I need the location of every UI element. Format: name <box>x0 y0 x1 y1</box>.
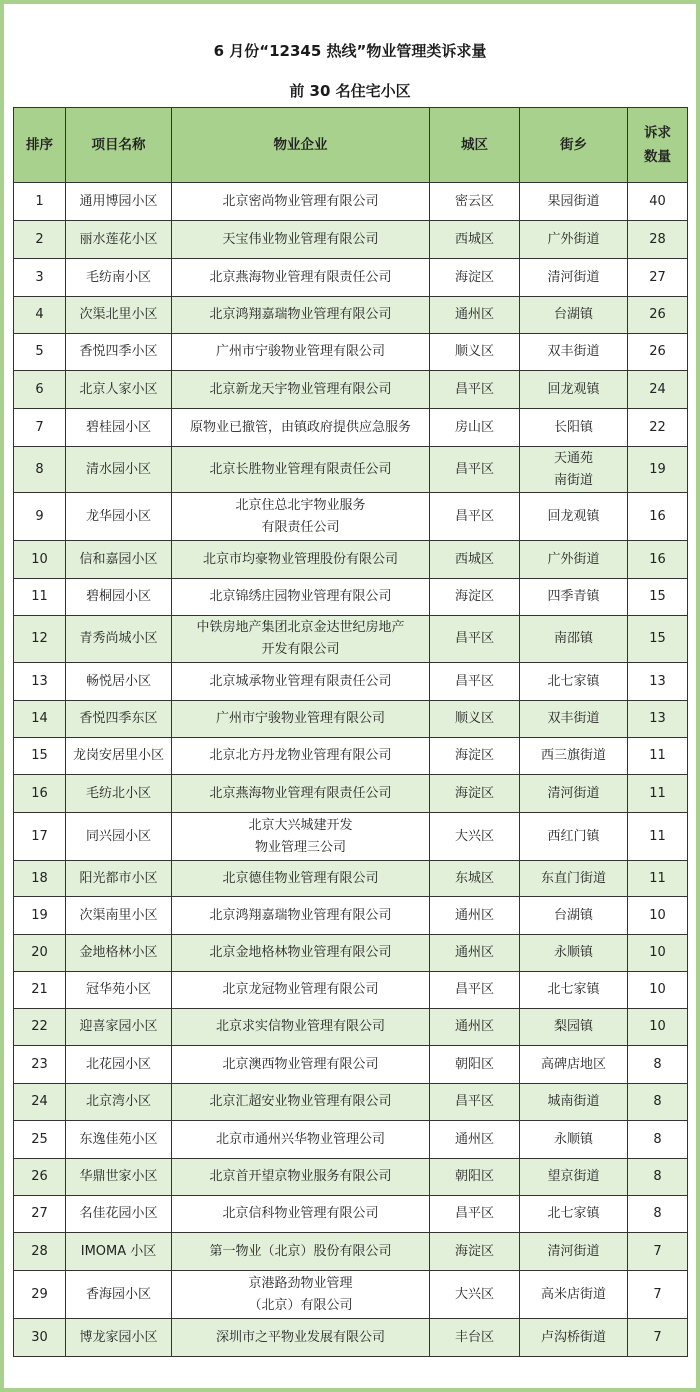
cell-project-name: 香悦四季东区 <box>66 701 172 738</box>
cell-street: 梨园镇 <box>520 1009 628 1046</box>
cell-street: 东直门街道 <box>520 861 628 897</box>
cell-complaint-count: 8 <box>628 1196 688 1233</box>
table-row <box>14 371 688 409</box>
table-row <box>14 813 688 861</box>
cell-property-company: 北京龙冠物业管理有限公司 <box>172 972 430 1009</box>
cell-district: 顺义区 <box>430 701 520 738</box>
cell-rank: 3 <box>14 259 66 297</box>
cell-rank: 15 <box>14 738 66 775</box>
cell-rank: 1 <box>14 183 66 221</box>
header-street: 街乡 <box>520 108 628 183</box>
table-row <box>14 1319 688 1357</box>
cell-district: 大兴区 <box>430 813 520 861</box>
cell-property-company: 北京密尚物业管理有限公司 <box>172 183 430 221</box>
cell-street: 清河街道 <box>520 1233 628 1271</box>
cell-project-name: 阳光都市小区 <box>66 861 172 897</box>
cell-district: 海淀区 <box>430 259 520 297</box>
cell-project-name: 通用博园小区 <box>66 183 172 221</box>
table-row <box>14 221 688 259</box>
table-row <box>14 259 688 297</box>
cell-rank: 24 <box>14 1084 66 1121</box>
cell-street: 西红门镇 <box>520 813 628 861</box>
cell-rank: 5 <box>14 334 66 371</box>
cell-street: 双丰街道 <box>520 701 628 738</box>
cell-rank: 29 <box>14 1271 66 1319</box>
table-row <box>14 1159 688 1196</box>
cell-street: 天通苑 南街道 <box>520 447 628 493</box>
cell-street: 台湖镇 <box>520 297 628 334</box>
cell-complaint-count: 16 <box>628 541 688 579</box>
cell-property-company: 北京求实信物业管理有限公司 <box>172 1009 430 1046</box>
header-project-name: 项目名称 <box>66 108 172 183</box>
cell-project-name: 碧桐园小区 <box>66 579 172 616</box>
cell-rank: 27 <box>14 1196 66 1233</box>
cell-complaint-count: 11 <box>628 775 688 813</box>
cell-street: 北七家镇 <box>520 1196 628 1233</box>
cell-complaint-count: 7 <box>628 1319 688 1357</box>
cell-district: 朝阳区 <box>430 1159 520 1196</box>
cell-district: 通州区 <box>430 1009 520 1046</box>
cell-rank: 25 <box>14 1121 66 1159</box>
cell-district: 西城区 <box>430 221 520 259</box>
cell-complaint-count: 13 <box>628 663 688 701</box>
table-row <box>14 297 688 334</box>
table-row <box>14 935 688 972</box>
cell-street: 广外街道 <box>520 541 628 579</box>
cell-district: 西城区 <box>430 541 520 579</box>
cell-complaint-count: 8 <box>628 1084 688 1121</box>
cell-district: 丰台区 <box>430 1319 520 1357</box>
cell-complaint-count: 11 <box>628 738 688 775</box>
cell-district: 海淀区 <box>430 579 520 616</box>
cell-complaint-count: 10 <box>628 1009 688 1046</box>
cell-complaint-count: 24 <box>628 371 688 409</box>
header-district: 城区 <box>430 108 520 183</box>
table-row <box>14 861 688 897</box>
cell-property-company: 北京市均豪物业管理股份有限公司 <box>172 541 430 579</box>
cell-complaint-count: 15 <box>628 616 688 663</box>
cell-district: 昌平区 <box>430 663 520 701</box>
cell-street: 高米店街道 <box>520 1271 628 1319</box>
table-row <box>14 541 688 579</box>
cell-project-name: 碧桂园小区 <box>66 409 172 447</box>
cell-rank: 19 <box>14 897 66 935</box>
cell-street: 双丰街道 <box>520 334 628 371</box>
cell-property-company: 北京燕海物业管理有限责任公司 <box>172 775 430 813</box>
cell-street: 果园街道 <box>520 183 628 221</box>
cell-property-company: 深圳市之平物业发展有限公司 <box>172 1319 430 1357</box>
cell-project-name: 毛纺北小区 <box>66 775 172 813</box>
cell-street: 清河街道 <box>520 775 628 813</box>
cell-project-name: 次渠北里小区 <box>66 297 172 334</box>
cell-property-company: 北京信科物业管理有限公司 <box>172 1196 430 1233</box>
cell-project-name: 金地格林小区 <box>66 935 172 972</box>
cell-rank: 17 <box>14 813 66 861</box>
cell-rank: 18 <box>14 861 66 897</box>
table-row <box>14 1046 688 1084</box>
cell-property-company: 北京锦绣庄园物业管理有限公司 <box>172 579 430 616</box>
cell-rank: 23 <box>14 1046 66 1084</box>
table-row <box>14 663 688 701</box>
cell-project-name: 龙岗安居里小区 <box>66 738 172 775</box>
cell-district: 通州区 <box>430 897 520 935</box>
cell-street: 城南街道 <box>520 1084 628 1121</box>
cell-property-company: 北京新龙天宇物业管理有限公司 <box>172 371 430 409</box>
cell-property-company: 北京大兴城建开发 物业管理三公司 <box>172 813 430 861</box>
page-subtitle: 前 30 名住宅小区 <box>289 82 411 100</box>
cell-street: 永顺镇 <box>520 935 628 972</box>
cell-complaint-count: 15 <box>628 579 688 616</box>
cell-street: 西三旗街道 <box>520 738 628 775</box>
cell-property-company: 原物业已撤管，由镇政府提供应急服务 <box>172 409 430 447</box>
cell-property-company: 北京长胜物业管理有限责任公司 <box>172 447 430 493</box>
cell-project-name: 北京人家小区 <box>66 371 172 409</box>
cell-complaint-count: 11 <box>628 861 688 897</box>
cell-district: 通州区 <box>430 935 520 972</box>
cell-complaint-count: 8 <box>628 1159 688 1196</box>
cell-district: 昌平区 <box>430 371 520 409</box>
table-row <box>14 972 688 1009</box>
cell-district: 东城区 <box>430 861 520 897</box>
cell-property-company: 北京金地格林物业管理有限公司 <box>172 935 430 972</box>
cell-property-company: 北京市通州兴华物业管理公司 <box>172 1121 430 1159</box>
cell-complaint-count: 26 <box>628 297 688 334</box>
cell-project-name: 畅悦居小区 <box>66 663 172 701</box>
table-row <box>14 1121 688 1159</box>
cell-street: 台湖镇 <box>520 897 628 935</box>
cell-street: 广外街道 <box>520 221 628 259</box>
cell-district: 大兴区 <box>430 1271 520 1319</box>
cell-property-company: 天宝伟业物业管理有限公司 <box>172 221 430 259</box>
cell-street: 四季青镇 <box>520 579 628 616</box>
cell-project-name: 华鼎世家小区 <box>66 1159 172 1196</box>
cell-complaint-count: 16 <box>628 493 688 541</box>
cell-rank: 14 <box>14 701 66 738</box>
cell-project-name: 北京湾小区 <box>66 1084 172 1121</box>
table-row <box>14 1196 688 1233</box>
cell-complaint-count: 8 <box>628 1121 688 1159</box>
cell-rank: 22 <box>14 1009 66 1046</box>
cell-project-name: 冠华苑小区 <box>66 972 172 1009</box>
cell-rank: 7 <box>14 409 66 447</box>
page-title: 6 月份“12345 热线”物业管理类诉求量 <box>213 42 487 60</box>
table-row <box>14 616 688 663</box>
cell-project-name: 次渠南里小区 <box>66 897 172 935</box>
cell-rank: 21 <box>14 972 66 1009</box>
cell-complaint-count: 10 <box>628 972 688 1009</box>
cell-project-name: 毛纺南小区 <box>66 259 172 297</box>
cell-street: 北七家镇 <box>520 972 628 1009</box>
cell-district: 昌平区 <box>430 447 520 493</box>
cell-rank: 10 <box>14 541 66 579</box>
cell-street: 北七家镇 <box>520 663 628 701</box>
cell-property-company: 北京北方丹龙物业管理有限公司 <box>172 738 430 775</box>
cell-project-name: IMOMA 小区 <box>66 1233 172 1271</box>
cell-district: 昌平区 <box>430 1196 520 1233</box>
cell-property-company: 北京城承物业管理有限责任公司 <box>172 663 430 701</box>
cell-street: 高碑店地区 <box>520 1046 628 1084</box>
cell-complaint-count: 40 <box>628 183 688 221</box>
cell-street: 望京街道 <box>520 1159 628 1196</box>
cell-property-company: 第一物业（北京）股份有限公司 <box>172 1233 430 1271</box>
cell-rank: 6 <box>14 371 66 409</box>
cell-district: 昌平区 <box>430 493 520 541</box>
cell-street: 南邵镇 <box>520 616 628 663</box>
table-row <box>14 1233 688 1271</box>
cell-street: 回龙观镇 <box>520 371 628 409</box>
table-row <box>14 493 688 541</box>
cell-complaint-count: 7 <box>628 1233 688 1271</box>
cell-street: 长阳镇 <box>520 409 628 447</box>
table-row <box>14 409 688 447</box>
cell-complaint-count: 8 <box>628 1046 688 1084</box>
complaints-table <box>13 107 688 1357</box>
cell-project-name: 同兴园小区 <box>66 813 172 861</box>
table-row <box>14 897 688 935</box>
cell-rank: 30 <box>14 1319 66 1357</box>
cell-property-company: 北京澳西物业管理有限公司 <box>172 1046 430 1084</box>
cell-rank: 12 <box>14 616 66 663</box>
cell-district: 房山区 <box>430 409 520 447</box>
cell-property-company: 北京首开望京物业服务有限公司 <box>172 1159 430 1196</box>
cell-street: 清河街道 <box>520 259 628 297</box>
cell-complaint-count: 7 <box>628 1271 688 1319</box>
cell-district: 通州区 <box>430 1121 520 1159</box>
cell-project-name: 丽水莲花小区 <box>66 221 172 259</box>
cell-project-name: 东逸佳苑小区 <box>66 1121 172 1159</box>
table-row <box>14 775 688 813</box>
cell-rank: 4 <box>14 297 66 334</box>
cell-project-name: 迎喜家园小区 <box>66 1009 172 1046</box>
table-row <box>14 1271 688 1319</box>
cell-property-company: 北京住总北宇物业服务 有限责任公司 <box>172 493 430 541</box>
cell-rank: 8 <box>14 447 66 493</box>
table-row <box>14 738 688 775</box>
table-row <box>14 1084 688 1121</box>
cell-property-company: 中铁房地产集团北京金达世纪房地产 开发有限公司 <box>172 616 430 663</box>
header-complaint-count: 诉求 数量 <box>628 108 688 183</box>
cell-property-company: 北京汇超安业物业管理有限公司 <box>172 1084 430 1121</box>
cell-district: 海淀区 <box>430 1233 520 1271</box>
cell-district: 昌平区 <box>430 616 520 663</box>
table-row <box>14 447 688 493</box>
cell-project-name: 清水园小区 <box>66 447 172 493</box>
cell-project-name: 博龙家园小区 <box>66 1319 172 1357</box>
cell-project-name: 青秀尚城小区 <box>66 616 172 663</box>
cell-district: 昌平区 <box>430 1084 520 1121</box>
cell-project-name: 信和嘉园小区 <box>66 541 172 579</box>
cell-rank: 9 <box>14 493 66 541</box>
cell-district: 海淀区 <box>430 775 520 813</box>
cell-complaint-count: 11 <box>628 813 688 861</box>
cell-complaint-count: 28 <box>628 221 688 259</box>
cell-project-name: 香悦四季小区 <box>66 334 172 371</box>
cell-street: 永顺镇 <box>520 1121 628 1159</box>
cell-district: 朝阳区 <box>430 1046 520 1084</box>
cell-complaint-count: 27 <box>628 259 688 297</box>
cell-complaint-count: 10 <box>628 935 688 972</box>
cell-rank: 16 <box>14 775 66 813</box>
cell-street: 卢沟桥街道 <box>520 1319 628 1357</box>
cell-rank: 28 <box>14 1233 66 1271</box>
cell-property-company: 北京鸿翔嘉瑞物业管理有限公司 <box>172 897 430 935</box>
table-header-row <box>14 108 688 183</box>
cell-complaint-count: 13 <box>628 701 688 738</box>
cell-complaint-count: 26 <box>628 334 688 371</box>
header-rank: 排序 <box>14 108 66 183</box>
cell-property-company: 北京燕海物业管理有限责任公司 <box>172 259 430 297</box>
cell-property-company: 北京德佳物业管理有限公司 <box>172 861 430 897</box>
cell-project-name: 龙华园小区 <box>66 493 172 541</box>
cell-district: 密云区 <box>430 183 520 221</box>
cell-complaint-count: 10 <box>628 897 688 935</box>
table-row <box>14 183 688 221</box>
cell-rank: 11 <box>14 579 66 616</box>
cell-complaint-count: 19 <box>628 447 688 493</box>
cell-district: 通州区 <box>430 297 520 334</box>
cell-property-company: 北京鸿翔嘉瑞物业管理有限公司 <box>172 297 430 334</box>
cell-rank: 26 <box>14 1159 66 1196</box>
table-row <box>14 701 688 738</box>
table-body <box>14 183 688 1357</box>
cell-rank: 20 <box>14 935 66 972</box>
cell-project-name: 名佳花园小区 <box>66 1196 172 1233</box>
cell-rank: 13 <box>14 663 66 701</box>
cell-complaint-count: 22 <box>628 409 688 447</box>
cell-property-company: 京港路劲物业管理 （北京）有限公司 <box>172 1271 430 1319</box>
cell-district: 海淀区 <box>430 738 520 775</box>
table-row <box>14 334 688 371</box>
cell-district: 顺义区 <box>430 334 520 371</box>
cell-district: 昌平区 <box>430 972 520 1009</box>
cell-property-company: 广州市宁骏物业管理有限公司 <box>172 334 430 371</box>
table-row <box>14 1009 688 1046</box>
cell-rank: 2 <box>14 221 66 259</box>
table-row <box>14 579 688 616</box>
cell-property-company: 广州市宁骏物业管理有限公司 <box>172 701 430 738</box>
header-property-company: 物业企业 <box>172 108 430 183</box>
cell-street: 回龙观镇 <box>520 493 628 541</box>
cell-project-name: 北花园小区 <box>66 1046 172 1084</box>
cell-project-name: 香海园小区 <box>66 1271 172 1319</box>
